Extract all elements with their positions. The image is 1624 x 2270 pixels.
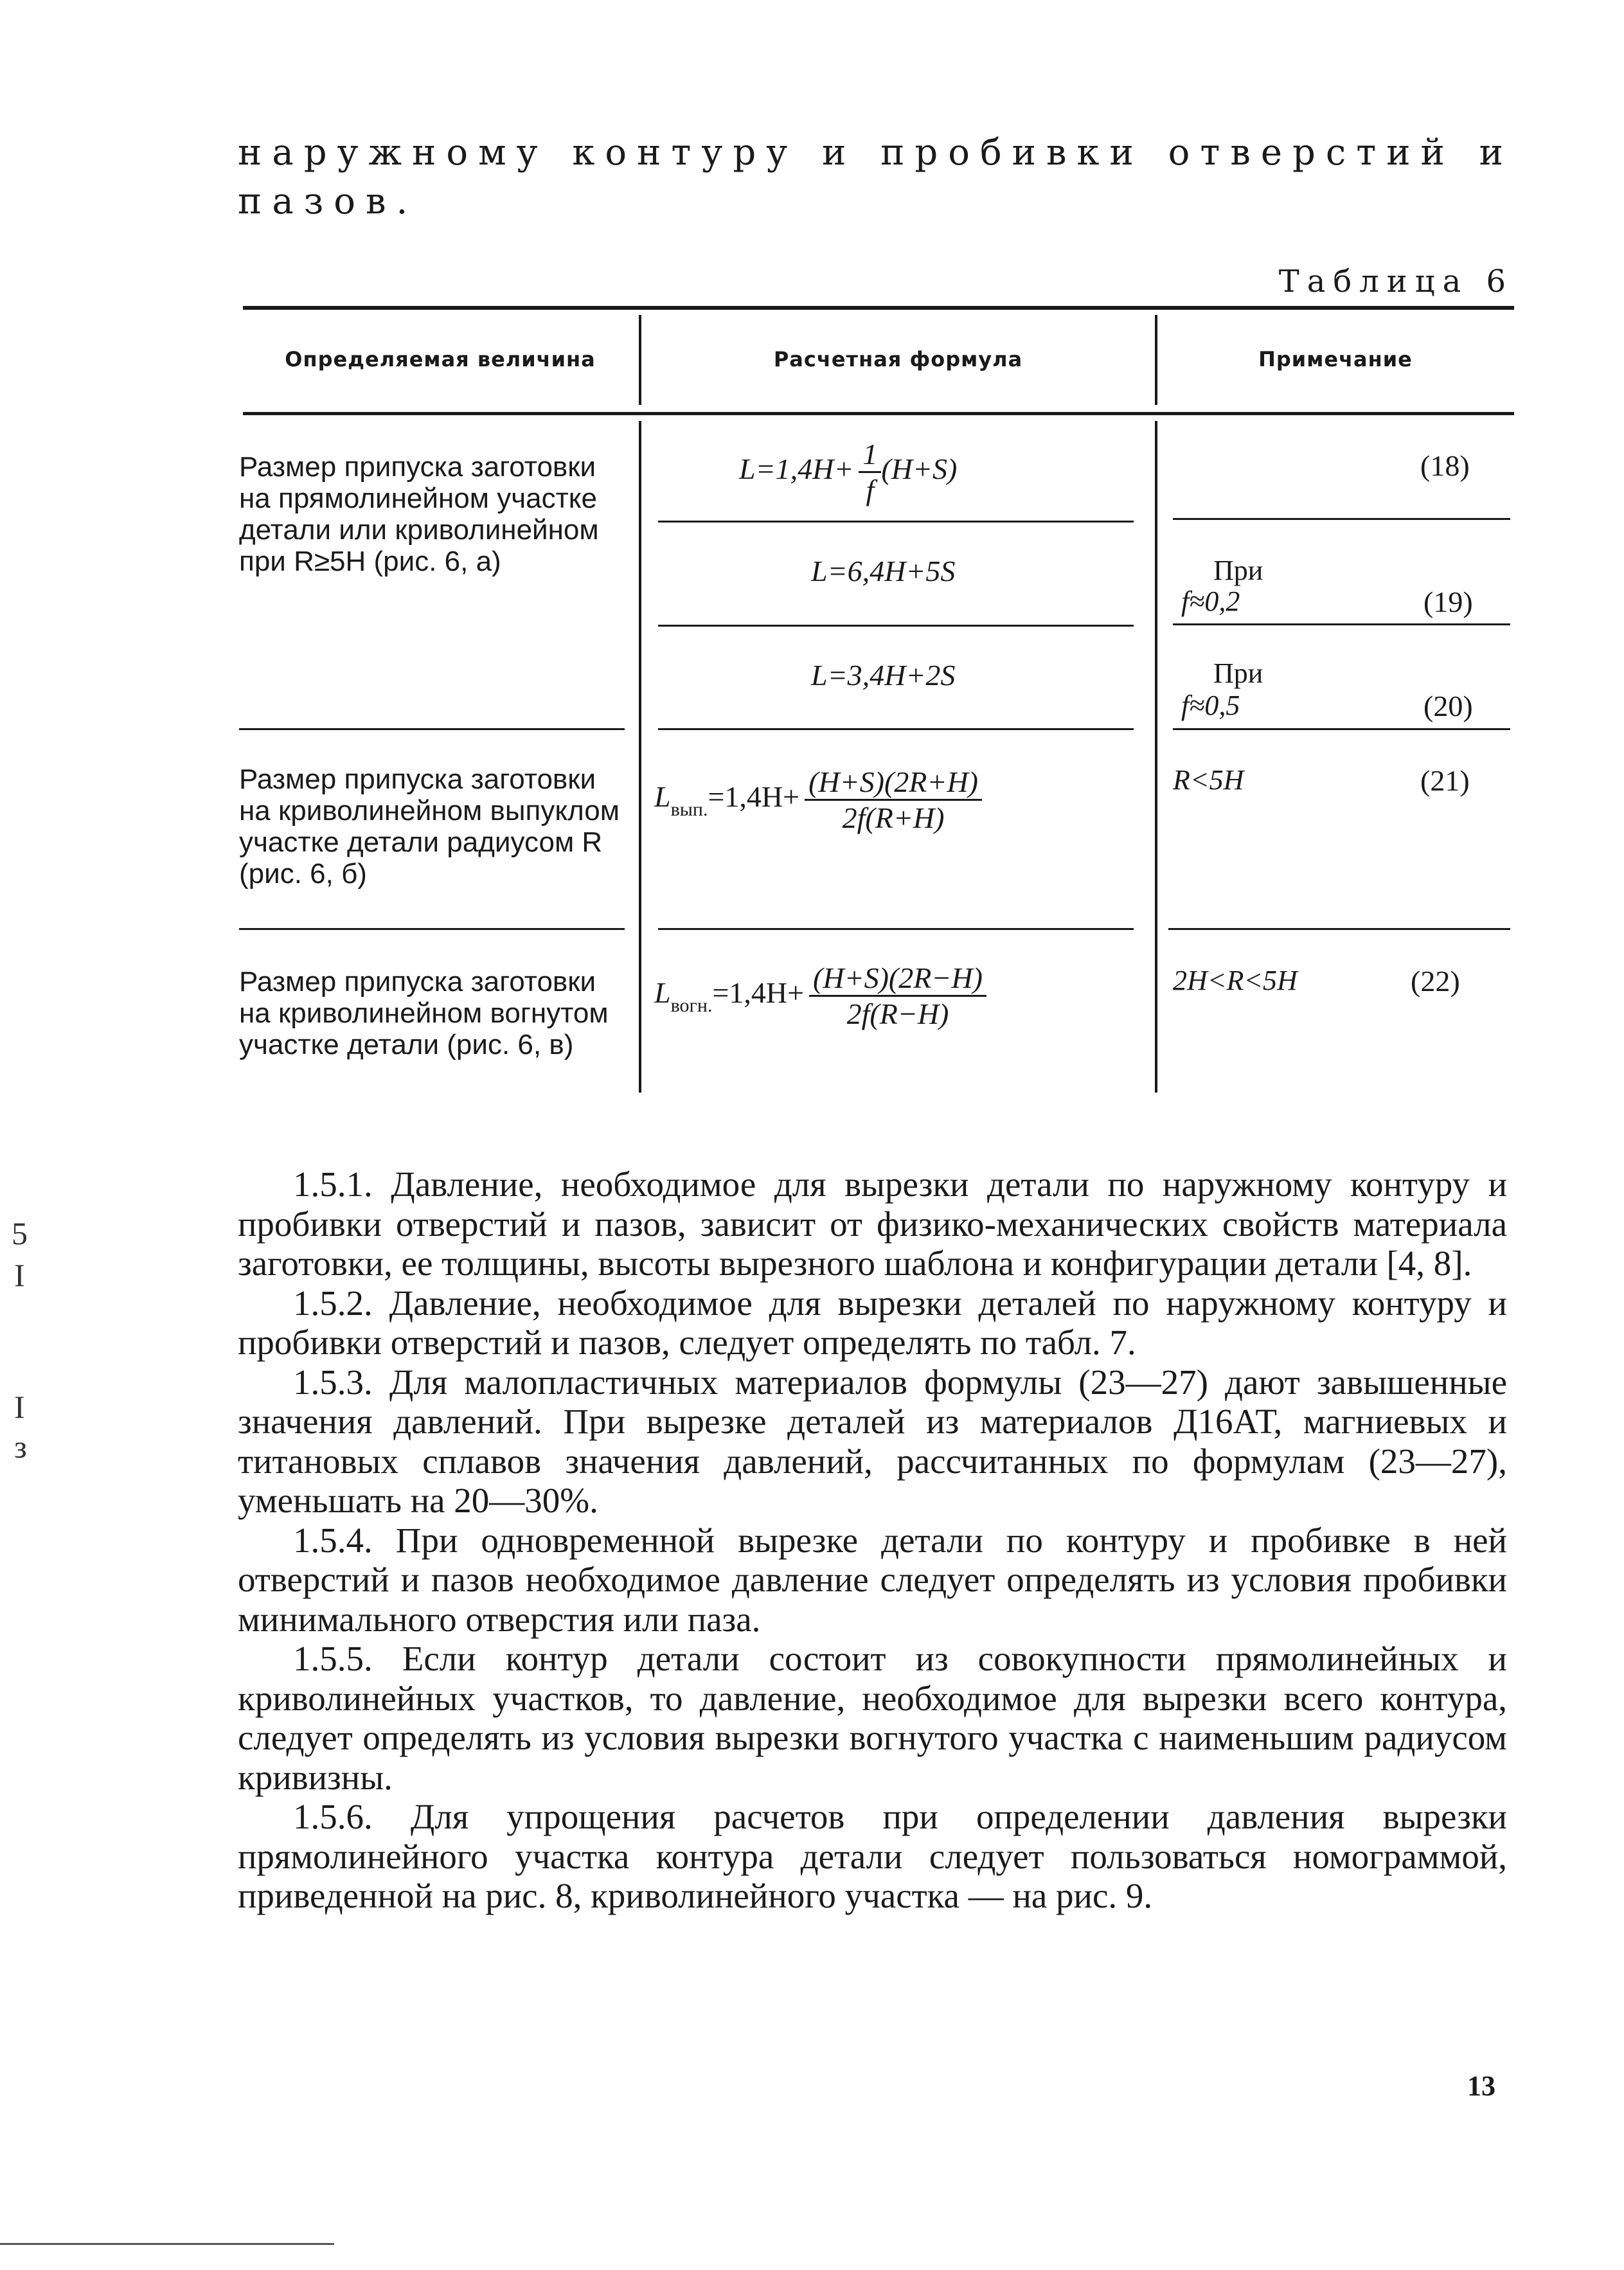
fraction-numerator: 1 <box>859 437 881 473</box>
intro-text <box>238 129 1513 226</box>
intro-word: отверстий <box>1168 132 1455 174</box>
row1-note-19-line2: f≈0,2 <box>1181 585 1240 617</box>
formula-lhs-subscript: вып. <box>670 799 708 821</box>
table-header-note: Примечание <box>1258 347 1413 371</box>
paragraph-1-5-2: 1.5.2. Давление, необходимое для вырезки деталей по наружному контуру и пробивки отверстий и пазов, следует определять по табл. 7. <box>238 1283 1507 1362</box>
fraction-denominator: 2f(R+H) <box>842 801 945 834</box>
fraction-numerator: (H+S)(2R+H) <box>805 765 982 801</box>
intro-word: и <box>1479 132 1513 174</box>
row2-bottom-rule-formula <box>658 928 1134 930</box>
row3-quantity: Размер припуска заготовки на криволинейном вогнутом участке детали (рис. 6, в) <box>239 966 609 1060</box>
equation-number-20: (20) <box>1423 690 1473 722</box>
row2-bottom-rule-note <box>1168 928 1510 930</box>
intro-word: наружному <box>238 132 548 174</box>
formula-mid: =1,4H+ <box>708 780 800 814</box>
equation-number-19: (19) <box>1423 585 1473 618</box>
intro-word: пробивки <box>880 132 1144 174</box>
formula-mid: =1,4H+ <box>712 976 805 1010</box>
row1-sep-note-a <box>1173 518 1510 520</box>
formula-lhs: L=1,4H+ <box>739 452 854 486</box>
row1-formula-18 <box>739 437 957 507</box>
paragraph-1-5-4: 1.5.4. При одновременной вырезке детали по контуру и пробивке в ней отверстий и пазов необходимое давление следует определять из условия пробивки минимального отверстия или паза. <box>238 1520 1507 1639</box>
table-top-rule <box>243 306 1514 310</box>
row1-bottom-rule-quantity <box>239 728 625 730</box>
intro-word: контуру <box>572 132 798 174</box>
equation-number-21: (21) <box>1420 764 1470 797</box>
row1-sep-formula-b <box>658 625 1134 627</box>
equation-number-22: (22) <box>1411 965 1460 997</box>
margin-mark: 5 <box>12 1215 28 1251</box>
table-header-rule <box>243 412 1514 415</box>
row1-note-19-line1: При <box>1213 555 1263 586</box>
paragraph-1-5-6: 1.5.6. Для упрощения расчетов при определении давления вырезки прямолинейного участка контура детали следует пользоваться номограммой, приведенной на рис. 8, криволинейного участка — на рис. 9. <box>238 1797 1507 1915</box>
intro-line-2: пазов. <box>238 181 418 222</box>
row1-note-20-line1: При <box>1213 657 1263 689</box>
row2-formula-21 <box>654 765 982 835</box>
row1-formula-20: L=3,4H+2S <box>811 659 956 692</box>
intro-line-1 <box>238 129 1513 177</box>
page-number: 13 <box>1467 2070 1495 2102</box>
paragraph-1-5-5: 1.5.5. Если контур детали состоит из совокупности прямолинейных и криволинейных участков, то давление, необходимое для вырезки всего контура, следует определять из условия вырезки вогнутого участка с наименьшим радиусом кривизны. <box>238 1639 1507 1797</box>
paragraph-1-5-1: 1.5.1. Давление, необходимое для вырезки детали по наружному контуру и пробивки отверстий и пазов, зависит от физико-механических свойств материала заготовки, ее толщины, высоты вырезного шаблона и конфигурации детали [4, 8]. <box>238 1165 1507 1283</box>
row2-note: R<5H <box>1173 764 1244 796</box>
row2-bottom-rule-quantity <box>239 928 625 930</box>
row1-bottom-rule-note <box>1173 728 1510 730</box>
row1-note-20-line2: f≈0,5 <box>1181 690 1240 721</box>
formula-lhs-subscript: вогн. <box>670 995 713 1017</box>
formula-fraction <box>859 437 881 507</box>
intro-word: и <box>821 132 857 174</box>
formula-fraction <box>805 765 982 835</box>
table-col-divider-2 <box>1155 315 1157 405</box>
table-col-divider-1-body <box>639 421 641 1093</box>
table-header-formula: Расчетная формула <box>773 347 1023 371</box>
row1-bottom-rule-formula <box>658 728 1134 730</box>
table-col-divider-2-body <box>1155 421 1157 1093</box>
table-col-divider-1 <box>639 315 641 405</box>
fraction-numerator: (H+S)(2R−H) <box>809 961 986 997</box>
formula-lhs: L <box>654 976 671 1010</box>
scan-bottom-rule <box>0 2243 334 2245</box>
row1-sep-formula-a <box>658 521 1134 523</box>
margin-mark: I <box>14 1389 25 1425</box>
margin-mark: з <box>14 1429 27 1465</box>
fraction-denominator: 2f(R−H) <box>846 997 949 1030</box>
row1-sep-note-b <box>1173 623 1510 625</box>
body-text <box>238 1165 1507 1916</box>
paragraph-1-5-3: 1.5.3. Для малопластичных материалов формулы (23—27) дают завышенные значения давлений. При вырезке деталей из материалов Д16АТ, магниевых и титановых сплавов значения давлений, рассчитанных по формулам (23—27), уменьшать на 20—30%. <box>238 1362 1507 1520</box>
formula-rhs: (H+S) <box>881 452 958 486</box>
row1-formula-19: L=6,4H+5S <box>811 555 956 587</box>
equation-number-18: (18) <box>1420 449 1470 482</box>
row3-formula-22 <box>654 961 986 1031</box>
row1-quantity: Размер припуска заготовки на прямолинейном участке детали или криволинейном при R≥5H (рис. 6, а) <box>239 451 599 577</box>
row3-note: 2H<R<5H <box>1173 965 1298 996</box>
row2-quantity: Размер припуска заготовки на криволинейном выпуклом участке детали радиусом R (рис. 6, б) <box>239 764 620 889</box>
formula-lhs: L <box>654 780 671 814</box>
table-header-quantity: Определяемая величина <box>285 347 596 371</box>
margin-mark: I <box>14 1257 25 1293</box>
table-caption: Таблица 6 <box>1278 264 1513 299</box>
formula-fraction <box>809 961 986 1031</box>
fraction-denominator: f <box>866 474 875 506</box>
